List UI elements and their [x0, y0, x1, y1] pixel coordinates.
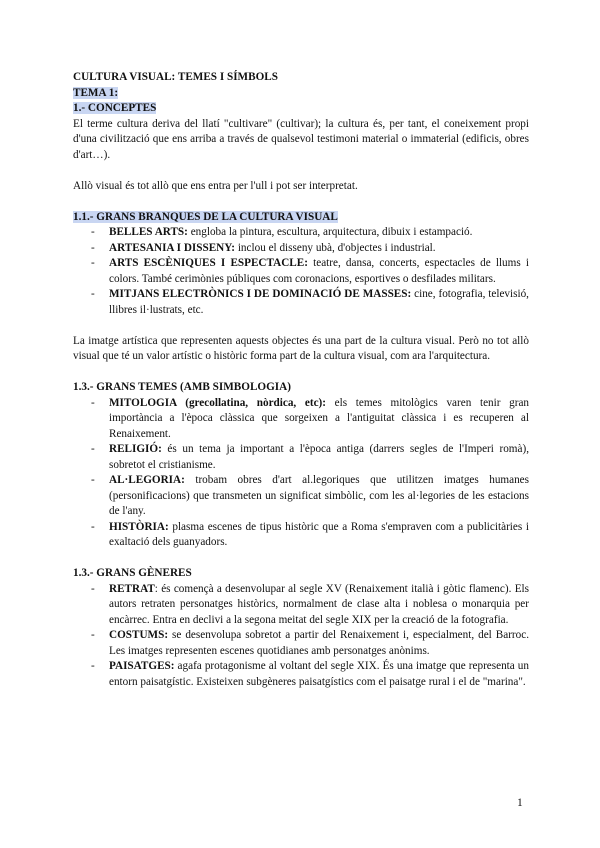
section-1-1-heading: 1.1.- GRANS BRANQUES DE LA CULTURA VISUAL	[73, 210, 338, 223]
list-item	[73, 473, 529, 520]
branches-list	[73, 225, 529, 318]
section-1-heading: 1.- CONCEPTES	[73, 102, 157, 114]
item-term: ARTS ESCÈNIQUES I ESPECTACLE:	[109, 257, 308, 269]
document-page	[73, 70, 529, 690]
section-1-3-genres-heading: 1.3.- GRANS GÈNERES	[73, 567, 192, 579]
item-term: COSTUMS:	[109, 629, 169, 641]
item-term: PAISATGES:	[109, 660, 175, 672]
item-term: RETRAT	[109, 582, 155, 595]
artistic-image-paragraph: La imatge artística que representen aquests objectes és una part de la cultura visual. Però no tot allò visual que té un valor artístic o històric forma part de la cultura visual, com ara l'arquitectura.	[73, 334, 529, 362]
item-text: teatre, dansa, concerts, espectacles de llums i colors. També cerimònies públiques com coronacions, esportives o desfilades militars.	[109, 257, 529, 285]
list-item	[73, 659, 529, 690]
item-text: és un tema ja important a l'època antiga (darrers segles de l'Imperi romà), sobretot el cristianisme.	[109, 443, 529, 471]
item-term: AL·LEGORIA:	[109, 474, 185, 486]
list-item	[73, 241, 529, 257]
list-item	[73, 256, 529, 287]
item-term: HISTÒRIA:	[109, 520, 169, 533]
item-text: trobam obres d'art al.legoriques que utilitzen imatges humanes (personificacions) que transmeten un significat simbòlic, com les al·legories de les estacions de l'any.	[109, 474, 529, 517]
list-item	[73, 225, 529, 241]
item-term: MITJANS ELECTRÒNICS I DE DOMINACIÓ DE MASSES:	[109, 288, 412, 300]
item-text: plasma escenes de tipus històric que a Roma s'empraven com a publicitàries i exaltació dels guanyadors.	[109, 520, 529, 548]
genres-list	[73, 582, 529, 691]
page-number: 1	[517, 797, 523, 809]
visual-definition-paragraph: Allò visual és tot allò que ens entra per l'ull i pot ser interpretat.	[73, 179, 358, 192]
list-item	[73, 520, 529, 551]
list-item	[73, 628, 529, 659]
item-text: els temes mitològics varen tenir gran importància a l'època clàssica que sorgeixen a l'antiguitat clàssica i es recuperen al Renaixement.	[109, 396, 530, 440]
list-item	[73, 582, 529, 629]
item-text: engloba la pintura, escultura, arquitectura, dibuix i estampació.	[187, 226, 473, 238]
list-item	[73, 287, 529, 318]
item-term: ARTESANIA I DISSENY:	[109, 241, 236, 254]
section-1-3-themes-heading: 1.3.- GRANS TEMES (AMB SIMBOLOGIA)	[73, 381, 291, 393]
document-title: CULTURA VISUAL: TEMES I SÍMBOLS	[73, 71, 278, 83]
themes-list	[73, 396, 529, 551]
item-term: MITOLOGIA (grecollatina, nòrdica, etc):	[109, 396, 327, 409]
item-term: BELLES ARTS:	[109, 226, 188, 238]
tema-heading: TEMA 1:	[73, 86, 119, 99]
concepts-paragraph: El terme cultura deriva del llatí "cultivare" (cultivar); la cultura és, per tant, el coneixement propi d'una civilització que ens arriba a través de qualsevol testimoni material o immaterial (edificis, obres d'art…).	[73, 117, 529, 161]
item-term: RELIGIÓ:	[109, 443, 162, 455]
list-item	[73, 442, 529, 473]
item-text: : és començà a desenvolupar al segle XV (Renaixement italià i gòtic flamenc). Els autors retraten personatges històrics, normalment de clase alta i noblesa o monarquia per encàrrec. Entra en declivi a la segona meitat del segle XIX per la creació de la fotografia.	[109, 582, 529, 626]
item-text: agafa protagonisme al voltant del segle XIX. És una imatge que representa un entorn paisatgístic. Existeixen subgèneres paisatgístics com el paisatge rural i el de "marina".	[109, 660, 529, 688]
item-text: se desenvolupa sobretot a partir del Renaixement i, especialment, del Barroc. Les imatges representen escenes quotidianes amb personatges anònims.	[109, 629, 529, 657]
list-item	[73, 396, 529, 443]
item-text: inclou el disseny ubà, d'objectes i industrial.	[235, 241, 436, 254]
item-text: cine, fotografia, televisió, llibres il·lustrats, etc.	[109, 288, 529, 316]
